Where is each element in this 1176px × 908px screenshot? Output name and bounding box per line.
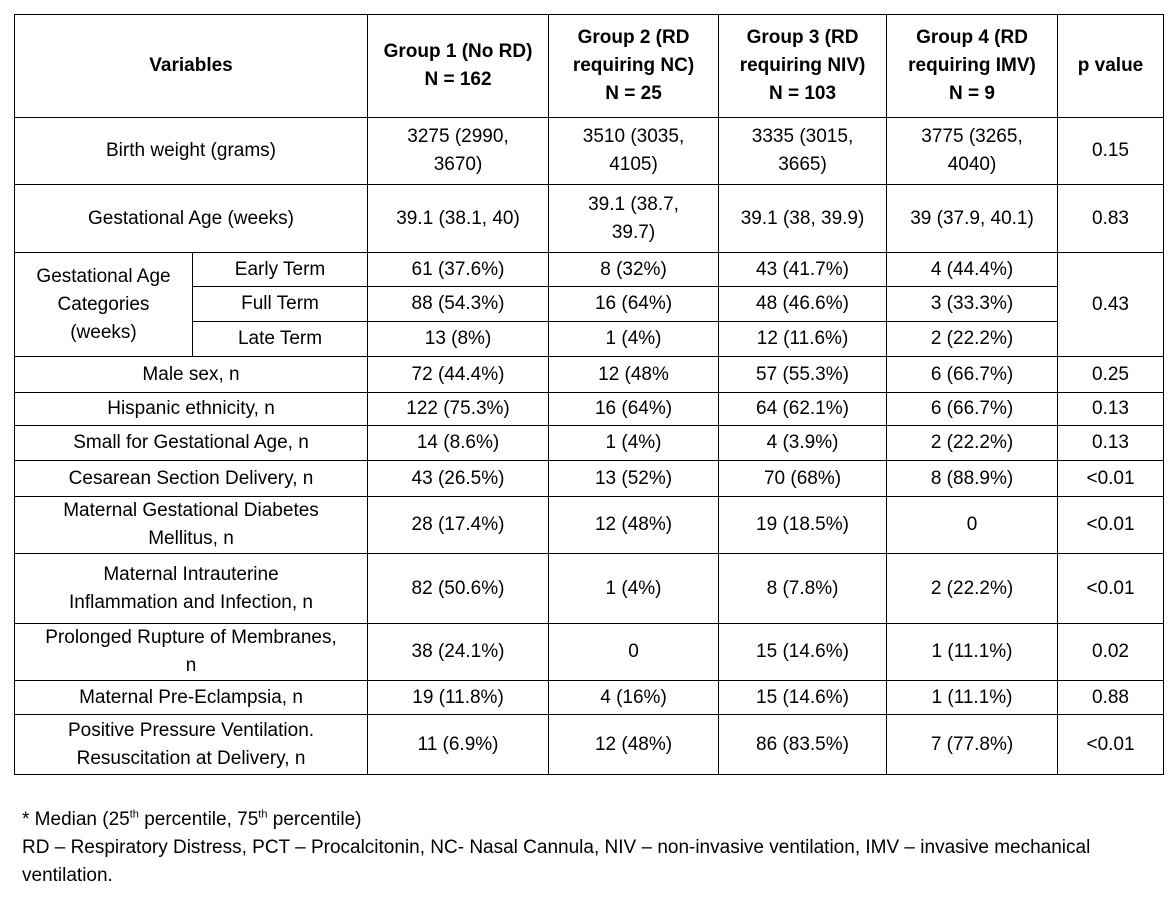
cell-group2: 1 (4%)	[549, 426, 719, 461]
header-group3: Group 3 (RD requiring NIV) N = 103	[719, 15, 887, 118]
cell-group4: 7 (77.8%)	[887, 715, 1058, 775]
cell-group2: 4 (16%)	[549, 681, 719, 715]
cell-group1: 13 (8%)	[368, 322, 549, 357]
cell-pvalue: <0.01	[1058, 461, 1164, 497]
row-label: Male sex, n	[15, 357, 368, 393]
cell-group3: 86 (83.5%)	[719, 715, 887, 775]
cell-pvalue: <0.01	[1058, 715, 1164, 775]
header-group4: Group 4 (RD requiring IMV) N = 9	[887, 15, 1058, 118]
cell-group2: 8 (32%)	[549, 253, 719, 287]
cell-group3: 70 (68%)	[719, 461, 887, 497]
row-label: Gestational Age (weeks)	[15, 185, 368, 253]
cell-group4: 1 (11.1%)	[887, 624, 1058, 681]
cell-group3: 3335 (3015, 3665)	[719, 118, 887, 185]
sub-label: Full Term	[193, 287, 368, 322]
cell-pvalue: 0.88	[1058, 681, 1164, 715]
cell-group3: 39.1 (38, 39.9)	[719, 185, 887, 253]
cell-pvalue: 0.02	[1058, 624, 1164, 681]
cell-group1: 14 (8.6%)	[368, 426, 549, 461]
cell-group2: 12 (48%)	[549, 715, 719, 775]
cell-group1: 61 (37.6%)	[368, 253, 549, 287]
header-group2: Group 2 (RD requiring NC) N = 25	[549, 15, 719, 118]
row-label-ga-categories: Gestational Age Categories (weeks)	[15, 253, 193, 357]
cell-group4: 0	[887, 497, 1058, 554]
cell-group4: 6 (66.7%)	[887, 357, 1058, 393]
cell-pvalue: 0.15	[1058, 118, 1164, 185]
cell-group1: 43 (26.5%)	[368, 461, 549, 497]
cell-group1: 11 (6.9%)	[368, 715, 549, 775]
table-row	[15, 461, 1164, 497]
header-group1: Group 1 (No RD) N = 162	[368, 15, 549, 118]
cell-group2: 1 (4%)	[549, 322, 719, 357]
cell-group4: 2 (22.2%)	[887, 322, 1058, 357]
cell-pvalue: 0.25	[1058, 357, 1164, 393]
cell-group1: 28 (17.4%)	[368, 497, 549, 554]
cell-group1: 3275 (2990, 3670)	[368, 118, 549, 185]
cell-pvalue: 0.13	[1058, 393, 1164, 426]
table-row	[15, 554, 1164, 624]
table-row	[15, 357, 1164, 393]
cell-group3: 8 (7.8%)	[719, 554, 887, 624]
cell-group3: 15 (14.6%)	[719, 624, 887, 681]
cell-group3: 15 (14.6%)	[719, 681, 887, 715]
sub-label: Late Term	[193, 322, 368, 357]
cell-group3: 4 (3.9%)	[719, 426, 887, 461]
cell-group1: 88 (54.3%)	[368, 287, 549, 322]
cell-group3: 57 (55.3%)	[719, 357, 887, 393]
cell-pvalue: 0.13	[1058, 426, 1164, 461]
row-label: Maternal Gestational Diabetes Mellitus, n	[15, 497, 368, 554]
row-label: Maternal Intrauterine Inflammation and Infection, n	[15, 554, 368, 624]
table-row	[15, 681, 1164, 715]
cell-group2: 16 (64%)	[549, 393, 719, 426]
table-row	[15, 715, 1164, 775]
cell-group4: 4 (44.4%)	[887, 253, 1058, 287]
cell-group3: 43 (41.7%)	[719, 253, 887, 287]
cell-group3: 48 (46.6%)	[719, 287, 887, 322]
cell-group2: 1 (4%)	[549, 554, 719, 624]
cell-group2: 13 (52%)	[549, 461, 719, 497]
cell-group2: 16 (64%)	[549, 287, 719, 322]
header-variables: Variables	[15, 15, 368, 118]
cell-group4: 6 (66.7%)	[887, 393, 1058, 426]
row-label: Positive Pressure Ventilation. Resuscitation at Delivery, n	[15, 715, 368, 775]
cell-group4: 2 (22.2%)	[887, 554, 1058, 624]
row-label: Cesarean Section Delivery, n	[15, 461, 368, 497]
footnote-median: * Median (25th percentile, 75th percentile)	[22, 808, 362, 830]
row-label: Birth weight (grams)	[15, 118, 368, 185]
header-row	[15, 15, 1164, 118]
cell-group4: 8 (88.9%)	[887, 461, 1058, 497]
table-row	[15, 253, 1164, 287]
row-label: Maternal Pre-Eclampsia, n	[15, 681, 368, 715]
header-pvalue: p value	[1058, 15, 1164, 118]
table-body	[15, 118, 1164, 775]
footnotes	[22, 806, 1162, 890]
table-row	[15, 497, 1164, 554]
cell-group1: 19 (11.8%)	[368, 681, 549, 715]
characteristics-table	[14, 14, 1164, 775]
row-label: Prolonged Rupture of Membranes, n	[15, 624, 368, 681]
cell-group2: 39.1 (38.7, 39.7)	[549, 185, 719, 253]
cell-group4: 3 (33.3%)	[887, 287, 1058, 322]
cell-group3: 19 (18.5%)	[719, 497, 887, 554]
cell-pvalue: <0.01	[1058, 554, 1164, 624]
cell-group3: 12 (11.6%)	[719, 322, 887, 357]
cell-group4: 3775 (3265, 4040)	[887, 118, 1058, 185]
cell-group2: 0	[549, 624, 719, 681]
table-row	[15, 393, 1164, 426]
cell-group4: 2 (22.2%)	[887, 426, 1058, 461]
cell-group2: 12 (48%	[549, 357, 719, 393]
cell-group4: 1 (11.1%)	[887, 681, 1058, 715]
row-label: Small for Gestational Age, n	[15, 426, 368, 461]
cell-pvalue: 0.43	[1058, 253, 1164, 357]
table-row	[15, 185, 1164, 253]
footnote-abbreviations: RD – Respiratory Distress, PCT – Procalcitonin, NC- Nasal Cannula, NIV – non-invasive ventilation, IMV – invasive mechanical ventilation.	[22, 837, 1091, 886]
row-label: Hispanic ethnicity, n	[15, 393, 368, 426]
table-row	[15, 624, 1164, 681]
cell-group1: 39.1 (38.1, 40)	[368, 185, 549, 253]
cell-group2: 12 (48%)	[549, 497, 719, 554]
cell-group1: 38 (24.1%)	[368, 624, 549, 681]
cell-group1: 82 (50.6%)	[368, 554, 549, 624]
cell-pvalue: <0.01	[1058, 497, 1164, 554]
cell-group4: 39 (37.9, 40.1)	[887, 185, 1058, 253]
cell-pvalue: 0.83	[1058, 185, 1164, 253]
table-row	[15, 118, 1164, 185]
sub-label: Early Term	[193, 253, 368, 287]
cell-group3: 64 (62.1%)	[719, 393, 887, 426]
cell-group2: 3510 (3035, 4105)	[549, 118, 719, 185]
table-row	[15, 426, 1164, 461]
cell-group1: 122 (75.3%)	[368, 393, 549, 426]
cell-group1: 72 (44.4%)	[368, 357, 549, 393]
